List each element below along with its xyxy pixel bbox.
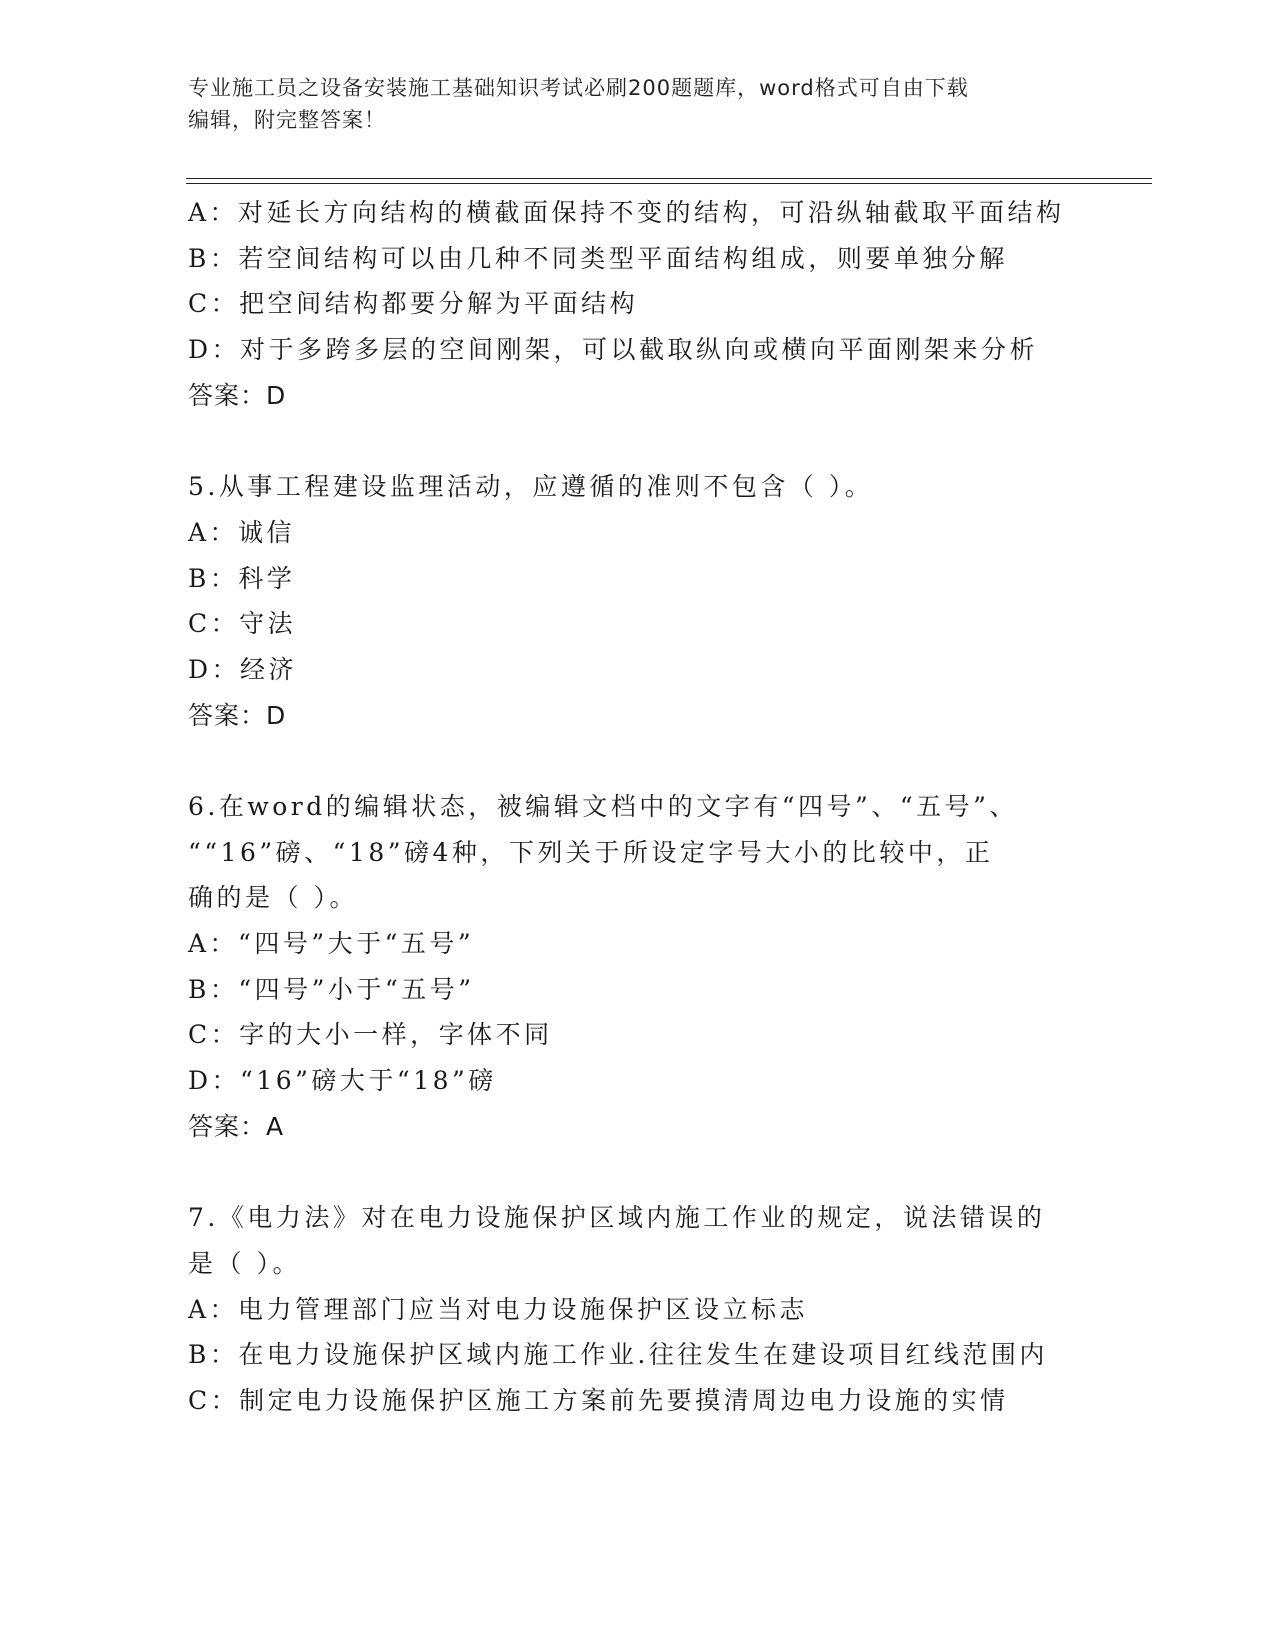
option-b: B：在电力设施保护区域内施工作业.往往发生在建设项目红线范围内 [188,1340,1048,1370]
option-b: B：“四号”小于“五号” [188,974,475,1004]
question-4 [188,190,1088,418]
header-divider-bottom [186,183,1152,184]
question-stem-line1: 7.《电力法》对在电力设施保护区域内施工作业的规定，说法错误的 [188,1203,1046,1233]
question-stem-line2: 是（ ）。 [188,1248,301,1278]
option-b: B：科学 [188,563,296,593]
option-d: D：“16”磅大于“18”磅 [188,1066,497,1096]
header-title-line1: 专业施工员之设备安装施工基础知识考试必刷200题题库，word格式可自由下载 [188,76,969,100]
option-a: A：对延长方向结构的横截面保持不变的结构，可沿纵轴截取平面结构 [188,198,1065,227]
question-stem-line2: ““16”磅、“18”磅4种，下列关于所设定字号大小的比较中，正 [188,837,994,867]
question-6 [188,784,1088,1150]
answer: 答案：D [188,380,287,410]
question-5 [188,464,1088,738]
option-c: C：把空间结构都要分解为平面结构 [188,289,639,319]
option-a: A：诚信 [188,517,296,547]
option-a: A：电力管理部门应当对电力设施保护区设立标志 [188,1294,809,1324]
document-body [188,190,1088,1424]
spacer [188,1149,1088,1195]
option-c: C：字的大小一样，字体不同 [188,1020,553,1050]
option-b: B：若空间结构可以由几种不同类型平面结构组成，则要单独分解 [188,243,1008,273]
document-header [188,72,1068,136]
option-c: C：制定电力设施保护区施工方案前先要摸清周边电力设施的实情 [188,1385,1009,1415]
question-7 [188,1195,1088,1423]
question-stem: 5.从事工程建设监理活动，应遵循的准则不包含（ ）。 [188,472,874,502]
question-stem-line1: 6.在word的编辑状态，被编辑文档中的文字有“四号”、“五号”、 [188,791,1018,821]
option-d: D：经济 [188,654,298,684]
spacer [188,738,1088,784]
answer: 答案：D [188,700,287,730]
question-stem-line3: 确的是（ ）。 [188,883,358,913]
header-divider-top [186,178,1152,179]
option-a: A：“四号”大于“五号” [188,929,475,958]
header-title-line2: 编辑，附完整答案！ [188,108,386,132]
option-c: C：守法 [188,609,297,639]
option-d: D：对于多跨多层的空间刚架，可以截取纵向或横向平面刚架来分析 [188,335,1039,365]
answer: 答案：A [188,1111,285,1141]
spacer [188,418,1088,464]
